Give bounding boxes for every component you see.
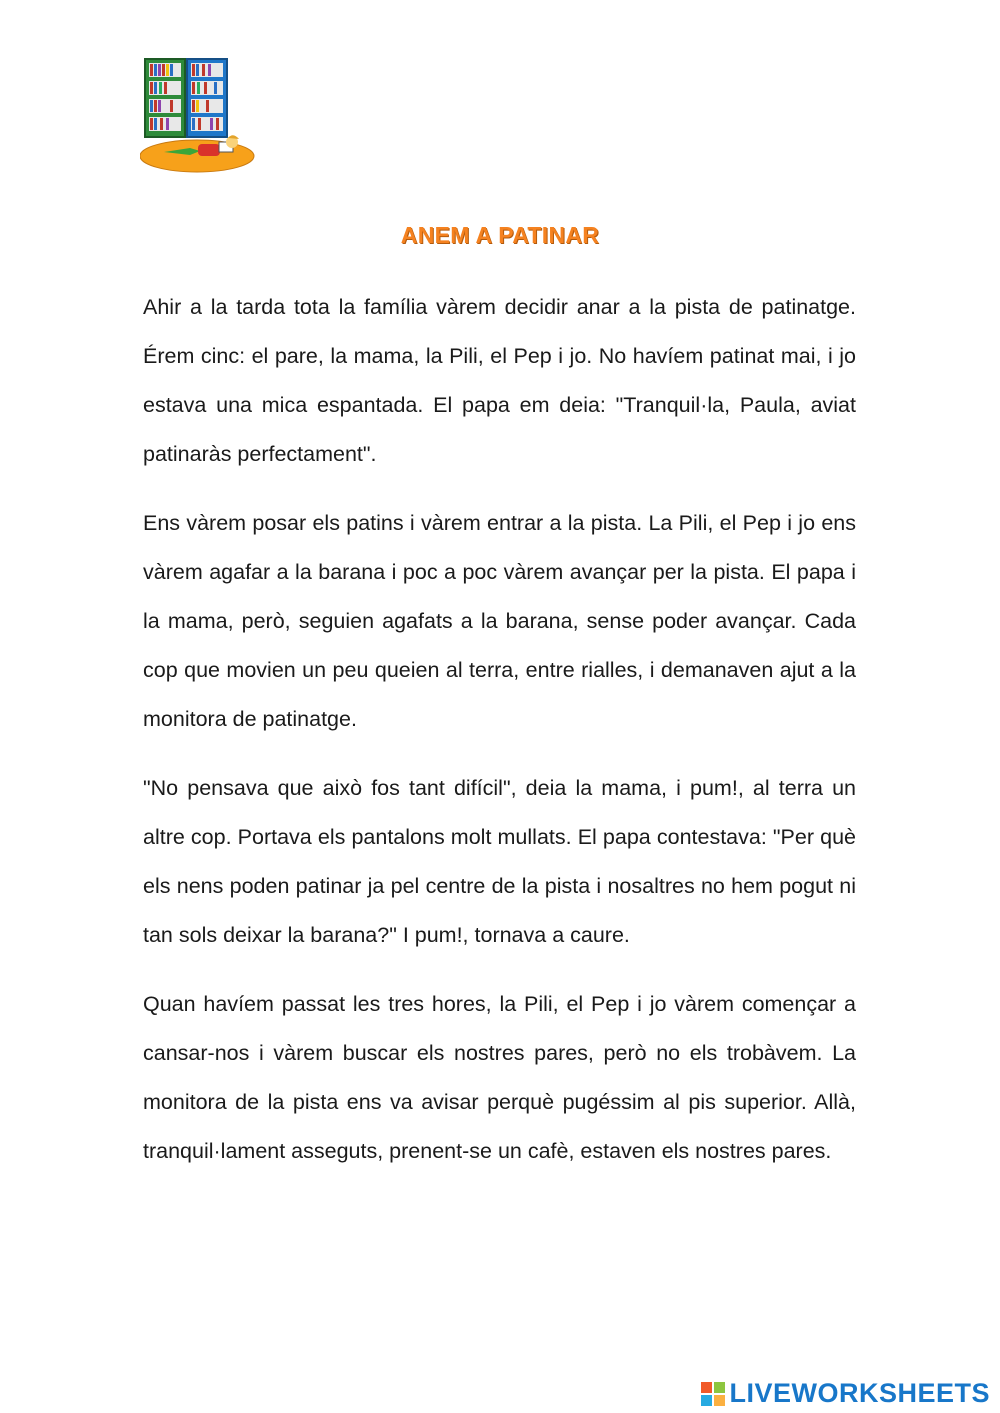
paragraph: Ens vàrem posar els patins i vàrem entrar a la pista. La Pili, el Pep i jo ens vàrem agafar a la barana i poc a poc vàrem avançar per la pista. El papa i la mama, però, seguien agafats a la barana, sense poder avançar. Cada cop que movien un peu queien al terra, entre rialles, i demanaven ajut a la monitora de patinatge. [143, 511, 856, 731]
paragraph: Quan havíem passat les tres hores, la Pili, el Pep i jo vàrem començar a cansar-nos i vàrem buscar els nostres pares, però no els trobàvem. La monitora de la pista ens va avisar perquè pugéssim al pis superior. Allà, tranquil·lament asseguts, prenent-se un cafè, estaven els nostres pares. [143, 992, 856, 1163]
paragraph: Ahir a la tarda tota la família vàrem decidir anar a la pista de patinatge. Érem cinc: el pare, la mama, la Pili, el Pep i jo. No havíem patinat mai, i jo estava una mica espantada. El papa em deia: "Tranquil·la, Paula, aviat patinaràs perfectament". [143, 295, 856, 466]
liveworksheets-logo-icon [700, 1381, 726, 1407]
story-text [143, 283, 856, 1196]
page-title: ANEM A PATINAR [400, 222, 600, 248]
reading-child-bookshelf-icon [140, 56, 260, 176]
brand-name: LIVEWORKSHEETS [729, 1378, 990, 1408]
liveworksheets-brand[interactable] [700, 1378, 990, 1409]
paragraph: "No pensava que això fos tant difícil", deia la mama, i pum!, al terra un altre cop. Portava els pantalons molt mullats. El papa contestava: "Per què els nens poden patinar ja pel centre de la pista i nosaltres no hem pogut ni tan sols deixar la barana?" I pum!, tornava a caure. [143, 776, 856, 947]
